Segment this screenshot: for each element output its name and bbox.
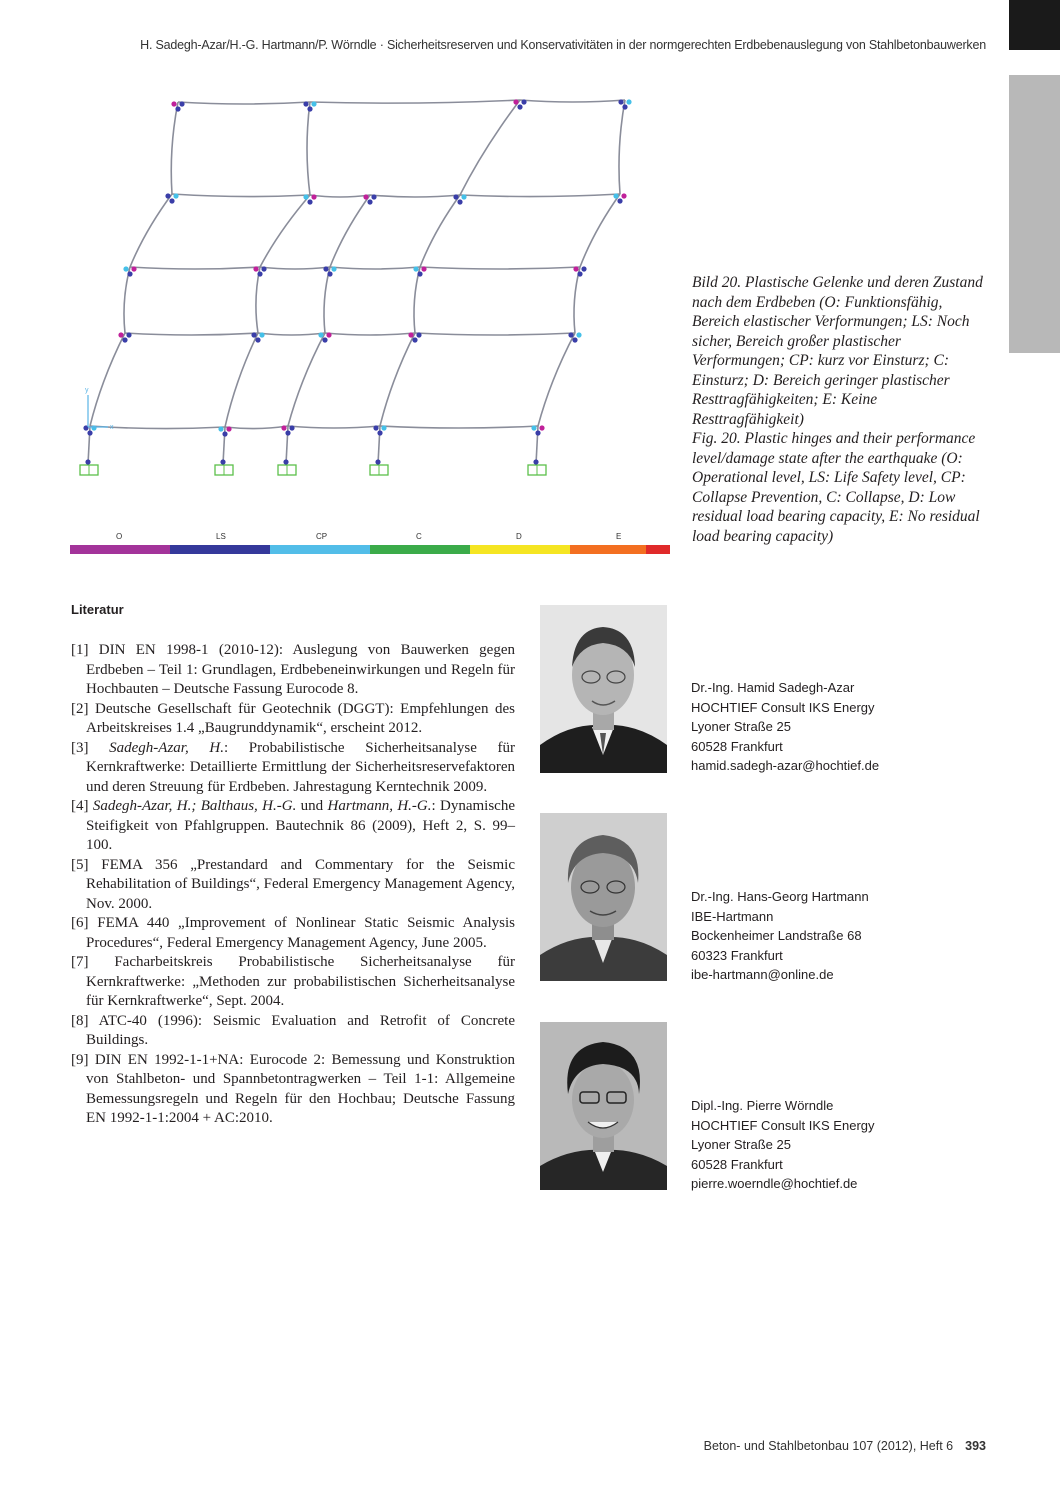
plastic-hinge [257,271,262,276]
reference-number: [5] [71,856,102,873]
author-photo-2 [540,813,667,981]
plastic-hinge [285,430,290,435]
legend-label-d: D [516,532,522,541]
journal-citation: Beton- und Stahlbetonbau 107 (2012), Heft 6 [703,1439,954,1453]
frame-structure [88,100,625,464]
plastic-hinge [283,459,288,464]
beam [288,426,380,428]
author-organisation: IBE-Hartmann [691,908,774,924]
column [580,194,620,267]
plastic-hinge [91,425,96,430]
legend-color-cp [270,545,370,554]
reference-item [71,739,515,798]
plastic-hinge [327,271,332,276]
plastic-hinge [577,271,582,276]
plastic-hinge [179,101,184,106]
plastic-hinge [373,425,378,430]
plastic-hinge [222,431,227,436]
plastic-hinge [375,459,380,464]
plastic-hinge [226,426,231,431]
plastic-hinge [377,430,382,435]
beam [330,267,420,269]
beam [380,426,538,428]
reference-text: FEMA 356 „Prestandard and Commentary for the Seismic Rehabilitation of Buildings“, Federal Emergency Management Agency, Nov. 2000. [86,856,515,912]
top-edge-tab [1009,0,1060,50]
plastic-hinge [261,266,266,271]
column [538,333,575,426]
plastic-hinge [533,459,538,464]
reference-number: [2] [71,700,96,717]
plastic-hinge [581,266,586,271]
plastic-hinge [165,193,170,198]
plastic-hinge [408,332,413,337]
running-head: H. Sadegh-Azar/H.-G. Hartmann/P. Wörndle · Sicherheitsreserven und Konservativitäten in der normgerechten Erdbebenauslegung von Stahlbetonbauwerken [140,38,986,52]
beam [325,333,415,335]
legend-label-cp: CP [316,532,328,541]
legend-color-o [70,545,170,554]
plastic-hinge [453,194,458,199]
reference-item [71,1051,515,1129]
author-name: Dr.-Ing. Hans-Georg Hartmann [691,889,869,904]
reference-item [71,1012,515,1051]
beam [260,267,330,269]
plastic-hinge [331,266,336,271]
y-axis-label: y [85,387,89,394]
reference-author: Hartmann, H.-G. [327,798,432,814]
column [330,195,370,267]
plastic-hinge [513,99,518,104]
reference-number: [6] [71,915,98,931]
reference-item [71,641,515,700]
beam [310,195,370,197]
plastic-hinge [568,332,573,337]
plastic-hinge [421,266,426,271]
beam [460,194,620,197]
plastic-hinge [118,332,123,337]
reference-item [71,953,515,1012]
plastic-hinge [253,266,258,271]
reference-item [71,856,515,915]
column [414,267,420,333]
figure-caption [692,273,992,546]
author-organisation: HOCHTIEF Consult IKS Energy [691,699,875,715]
plastic-hinge [539,425,544,430]
plastic-hinge [617,198,622,203]
author-city: 60323 Frankfurt [691,947,783,963]
beam [420,267,580,269]
column [225,333,258,427]
column [380,333,415,426]
literature-heading: Literatur [71,602,124,617]
reference-author: Sadegh-Azar, H.; Balthaus, H.-G. [92,798,297,814]
plastic-hinge [318,332,323,337]
author-photo-3 [540,1022,667,1190]
plastic-hinge [307,106,312,111]
reference-text: ATC-40 (1996): Seismic Evaluation and Retrofit of Concrete Buildings. [86,1012,515,1048]
plastic-hinge [122,337,127,342]
column [307,102,310,195]
legend-color-ls [170,545,270,554]
plastic-hinge [173,193,178,198]
beam [225,426,288,429]
author-street: Lyoner Straße 25 [691,719,791,734]
reference-number: [9] [71,1051,95,1068]
author-street: Bockenheimer Landstraße 68 [691,928,862,943]
column [288,333,325,426]
plastic-hinge [381,425,386,430]
author-email: ibe-hartmann@online.de [691,967,834,982]
column [574,267,580,333]
author-address-1 [691,678,879,776]
plastic-hinge [303,194,308,199]
reference-number: [7] [71,954,115,970]
plastic-hinge [521,99,526,104]
caption-german: Bild 20. Plastische Gelenke und deren Zustand nach dem Erdbeben (O: Funktionsfähig, Bereich elastischer Verformungen; LS: Noch sicher, Bereich großer plastischer Verformungen; CP: kurz vor Einsturz; C: Einsturz; D: Bereich geringer plastischer Resttragfähigkeiten; E: Keine Resttragfähigkeit) [692,274,983,428]
column [256,267,260,333]
author-city: 60528 Frankfurt [691,738,783,754]
reference-text: DIN EN 1998-1 (2010-12): Auslegung von Bauwerken gegen Erdbeben – Teil 1: Grundlagen, Erdbebeneinwirkungen und Regeln für Hochbauten – Deutsche Fassung Eurocode 8. [86,642,515,697]
plastic-hinge [457,199,462,204]
plastic-hinge [621,193,626,198]
column [130,194,172,267]
plastic-hinge [535,430,540,435]
reference-text: FEMA 440 „Improvement of Nonlinear Static Seismic Analysis Procedures“, Federal Emergency Management Agency, June 2005. [86,915,515,951]
plastic-hinge [517,104,522,109]
plastic-hinge [126,332,131,337]
author-email: pierre.woerndle@hochtief.de [691,1176,858,1191]
beam [370,195,460,197]
plastic-hinge [220,459,225,464]
legend-label-e: E [616,532,622,541]
author-name: Dipl.-Ing. Pierre Wörndle [691,1098,834,1113]
plastic-hinge [87,430,92,435]
reference-author: Sadegh-Azar, H. [109,739,224,756]
plastic-hinge [303,101,308,106]
plastic-hinge [626,99,631,104]
plastic-hinge [322,337,327,342]
plastic-hinge [326,332,331,337]
column [260,195,310,267]
beam [178,102,310,104]
legend-color-c [370,545,470,554]
reference-text: : Dynamische Steifigkeit von Pfahlgruppen. Bautechnik 86 (2009), Heft 2, S. 99–100. [86,798,515,853]
plastic-hinge [251,332,256,337]
reference-item [71,914,515,953]
plastic-hinge [367,199,372,204]
plastic-hinge [573,266,578,271]
author-photo-1 [540,605,667,773]
column [124,267,130,333]
x-axis-label: x [110,424,114,431]
reference-list [71,641,515,1129]
legend-label-ls: LS [216,532,226,541]
frame-hinge-figure [70,75,673,560]
legend-label-c: C [416,532,422,541]
plastic-hinge [416,332,421,337]
page-number: 393 [965,1439,986,1453]
reference-number: [4] [71,798,93,814]
reference-text: Facharbeitskreis Probabilistische Sicherheitsanalyse für Kernkraftwerke: „Methoden zur probabilistischen Sicherheitsanalyse für Kernkraftwerke“, Sept. 2004. [86,954,515,1009]
plastic-hinge [281,425,286,430]
legend-label-o: O [116,532,123,541]
plastic-hinge [323,266,328,271]
beam [258,333,325,335]
plastic-hinge [618,99,623,104]
column [619,100,625,194]
plastic-hinge [311,194,316,199]
plastic-hinge [259,332,264,337]
beam [130,267,260,269]
column [90,333,125,426]
plastic-hinge [131,266,136,271]
plastic-hinge [413,266,418,271]
legend-color-end [646,545,670,554]
caption-english: Fig. 20. Plastic hinges and their performance level/damage state after the earthquake (O: Operational level, LS: Life Safety level, CP: Collapse Prevention, C: Collapse, D: Low residual load bearing capacity, E: No residual load bearing capacity) [692,430,980,545]
reference-number: [1] [71,642,99,658]
column [324,267,330,333]
reference-number: [3] [71,739,110,756]
side-edge-tab [1009,75,1060,353]
plastic-hinge [412,337,417,342]
beam [310,100,520,103]
plastic-hinge [169,198,174,203]
plastic-hinge [85,459,90,464]
beam [125,333,258,335]
supports [80,465,546,475]
plastic-hinge [311,101,316,106]
plastic-hinge [572,337,577,342]
author-address-2 [691,887,869,985]
plastic-hinge [363,194,368,199]
author-organisation: HOCHTIEF Consult IKS Energy [691,1117,875,1133]
plastic-hinge [576,332,581,337]
plastic-hinge [371,194,376,199]
plastic-hinge [613,193,618,198]
beam [520,100,625,102]
reference-text: DIN EN 1992-1-1+NA: Eurocode 2: Bemessung und Konstruktion von Stahlbeton- und Spannbetontragwerken – Teil 1-1: Allgemeine Bemessungsregeln und Regeln für den Hochbau; Deutsche Fassung EN 1992-1-1:2004 + AC:2010. [86,1051,515,1126]
page-footer [600,1439,986,1453]
author-name: Dr.-Ing. Hamid Sadegh-Azar [691,680,855,695]
plastic-hinge [127,271,132,276]
plastic-hinge [171,101,176,106]
reference-number: [8] [71,1012,99,1029]
plastic-hinge [289,425,294,430]
column [460,100,520,195]
legend-color-d [470,545,570,554]
damage-state-legend [70,532,670,554]
author-email: hamid.sadegh-azar@hochtief.de [691,758,880,773]
plastic-hinge [307,199,312,204]
plastic-hinge [218,426,223,431]
plastic-hinge [461,194,466,199]
beam [172,194,310,197]
plastic-hinge [531,425,536,430]
column [420,195,460,267]
column [171,102,178,194]
author-city: 60528 Frankfurt [691,1156,783,1172]
plastic-hinge [255,337,260,342]
reference-text: Deutsche Gesellschaft für Geotechnik (DGGT): Empfehlungen des Arbeitskreises 1.4 „Baugrunddynamik“, erscheint 2012. [86,700,515,736]
plastic-hinge [123,266,128,271]
plastic-hinge [622,104,627,109]
reference-item [71,700,515,739]
reference-text: : Probabilistische Sicherheitsanalyse für Kernkraftwerke: Detaillierte Ermittlung der Sicherheitsreservefaktoren und deren Streuung für Erdbeben. Jahrestagung Kerntechnik 2009. [86,739,515,795]
plastic-hinge [175,106,180,111]
reference-item [71,797,515,856]
author-address-3 [691,1096,875,1194]
plastic-hinge [417,271,422,276]
beam [415,333,575,335]
reference-text: und [296,798,328,814]
author-street: Lyoner Straße 25 [691,1137,791,1152]
plastic-hinges [83,99,631,464]
